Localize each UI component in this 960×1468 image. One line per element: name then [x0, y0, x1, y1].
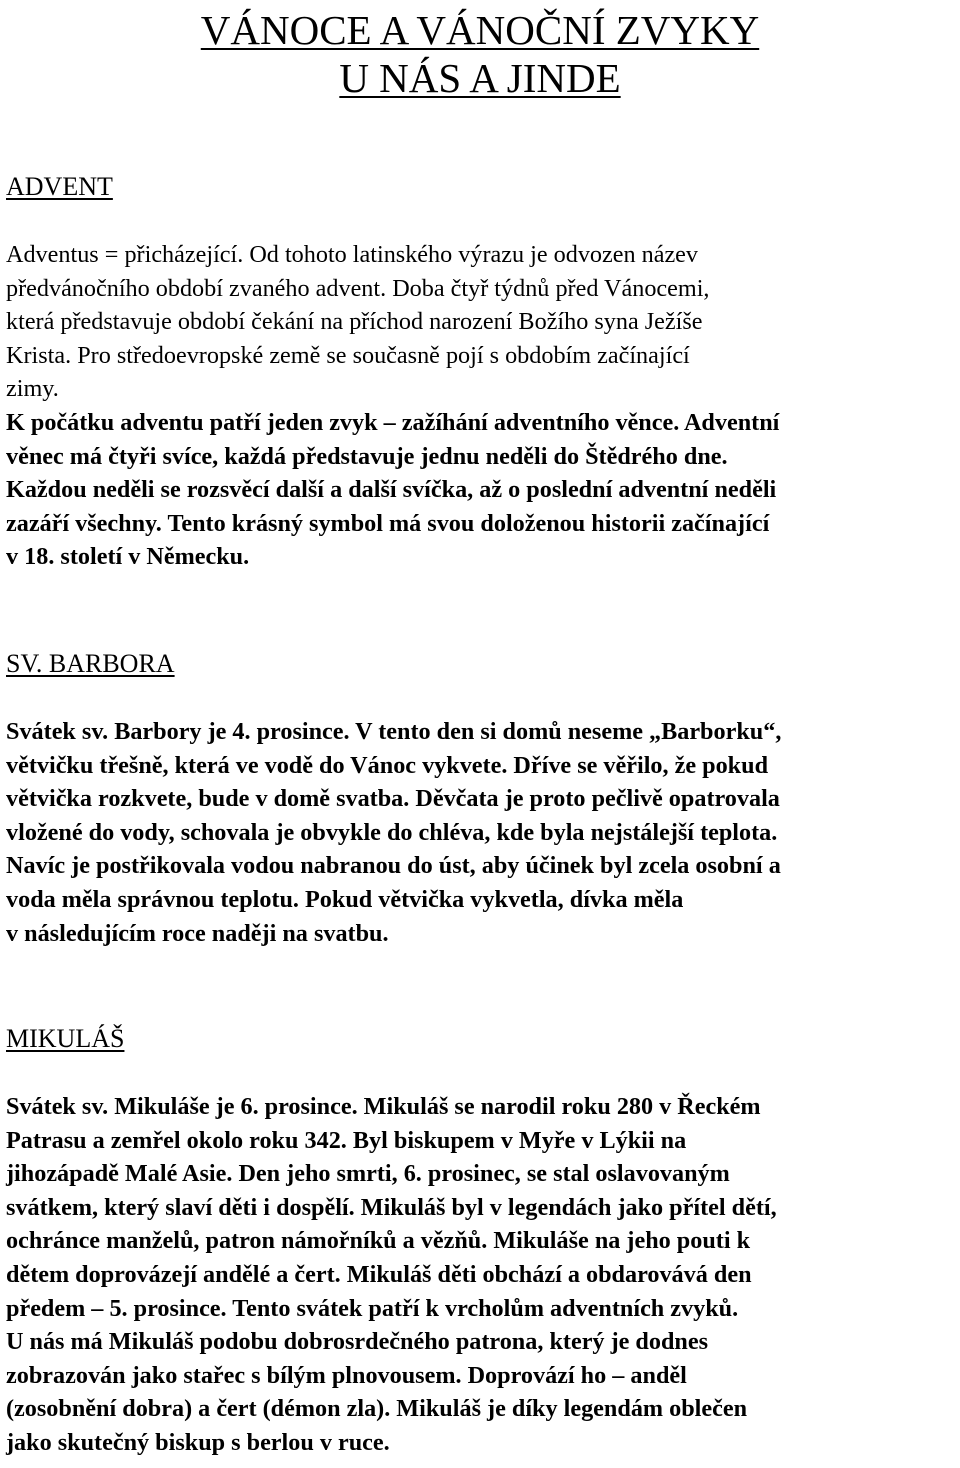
text-line: ochránce manželů, patron námořníků a vězňů. Mikuláše na jeho pouti k — [6, 1227, 751, 1255]
advent-paragraph-wreath — [6, 406, 956, 574]
section-heading-barbora: SV. BARBORA — [6, 649, 175, 678]
text-line: která představuje období čekání na příchod narození Božího syna Ježíše — [6, 308, 703, 336]
text-line: větvičku třešně, která ve vodě do Vánoc vykvete. Dříve se věřilo, že pokud — [6, 751, 769, 779]
text-line: v 18. století v Německu. — [6, 543, 250, 571]
text-line: zimy. — [6, 375, 59, 403]
barbora-paragraph — [6, 715, 956, 950]
advent-paragraph-intro — [6, 238, 956, 406]
text-line: předvánočního období zvaného advent. Doba čtyř týdnů před Vánocemi, — [6, 274, 710, 302]
document-title-line-2: U NÁS A JINDE — [339, 55, 621, 101]
text-line: Adventus = přicházející. Od tohoto latinského výrazu je odvozen název — [6, 241, 699, 268]
text-line: dětem doprovázejí andělé a čert. Mikuláš děti obchází a obdarovává den — [6, 1260, 752, 1288]
text-line: věnec má čtyři svíce, každá představuje jednu neděli do Štědrého dne. — [6, 442, 728, 470]
text-line: zobrazován jako stařec s bílým plnovousem. Doprovází ho – anděl — [6, 1361, 687, 1389]
section-heading-mikulas: MIKULÁŠ — [6, 1024, 125, 1053]
text-line: v následujícím roce naději na svatbu. — [6, 919, 389, 947]
text-line: předem – 5. prosince. Tento svátek patří k vrcholům adventních zvyků. — [6, 1294, 739, 1322]
text-line: svátkem, který slaví děti i dospělí. Mikuláš byl v legendách jako přítel dětí, — [6, 1193, 777, 1221]
text-line: Svátek sv. Barbory je 4. prosince. V tento den si domů neseme „Barborku“, — [6, 718, 782, 745]
text-line: voda měla správnou teplotu. Pokud větvička vykvetla, dívka měla — [6, 885, 684, 913]
text-line: U nás má Mikuláš podobu dobrosrdečného patrona, který je dodnes — [6, 1328, 709, 1356]
text-line: (zosobnění dobra) a čert (démon zla). Mikuláš je díky legendám oblečen — [6, 1395, 748, 1423]
text-line: vložené do vody, schovala je obvykle do chléva, kde byla nejstálejší teplota. — [6, 818, 778, 846]
mikulas-paragraph — [6, 1090, 956, 1460]
text-line: větvička rozkvete, bude v domě svatba. Děvčata je proto pečlivě opatrovala — [6, 785, 780, 813]
section-heading-advent: ADVENT — [6, 172, 113, 201]
text-line: Patrasu a zemřel okolo roku 342. Byl biskupem v Myře v Lýkii na — [6, 1126, 687, 1154]
text-line: jako skutečný biskup s berlou v ruce. — [6, 1428, 390, 1456]
text-line: Svátek sv. Mikuláše je 6. prosince. Mikuláš se narodil roku 280 v Řeckém — [6, 1093, 761, 1120]
text-line: jihozápadě Malé Asie. Den jeho smrti, 6. prosinec, se stal oslavovaným — [6, 1160, 730, 1188]
text-line: Každou neděli se rozsvěcí další a další svíčka, až o poslední adventní neděli — [6, 476, 777, 504]
text-line: Krista. Pro středoevropské země se současně pojí s obdobím začínající — [6, 341, 690, 369]
text-line: K počátku adventu patří jeden zvyk – zažíhání adventního věnce. Adventní — [6, 409, 780, 436]
text-line: zazáří všechny. Tento krásný symbol má svou doloženou historii začínající — [6, 509, 770, 537]
document-title-line-1: VÁNOCE A VÁNOČNÍ ZVYKY — [200, 7, 760, 53]
text-line: Navíc je postřikovala vodou nabranou do úst, aby účinek byl zcela osobní a — [6, 852, 781, 880]
